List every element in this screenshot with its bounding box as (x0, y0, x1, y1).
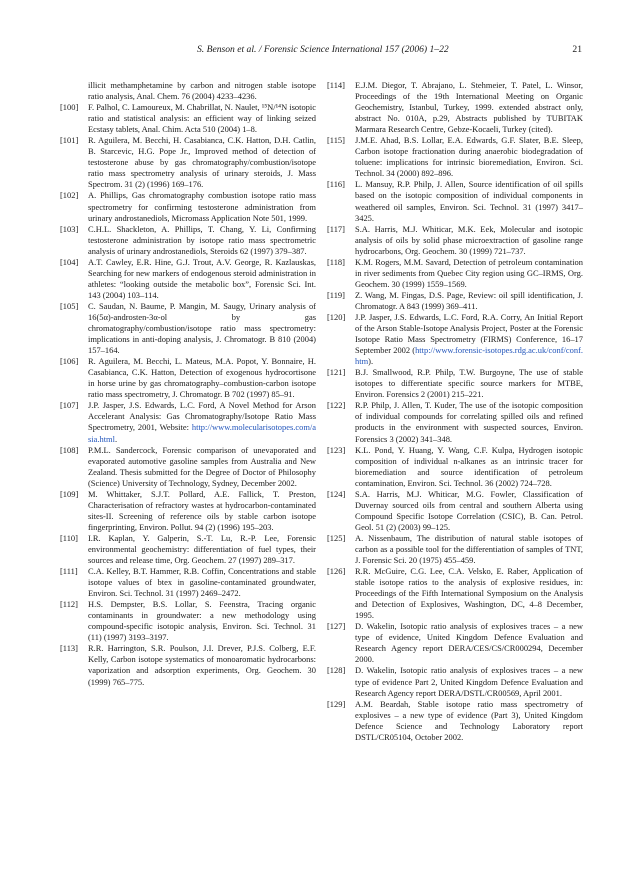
reference-number: [114] (327, 80, 345, 90)
page-number: 21 (572, 44, 582, 55)
reference-item (60, 643, 316, 687)
reference-item (60, 356, 316, 400)
reference-item (327, 665, 583, 698)
reference-item (327, 290, 583, 312)
reference-text: Z. Wang, M. Fingas, D.S. Page, Review: oil spill identification, J. Chromatogr. A 843 (1999) 369–411. (355, 289, 583, 311)
reference-number: [120] (327, 311, 346, 322)
reference-link-suffix: . (114, 433, 118, 444)
reference-text: K.L. Pond, Y. Huang, Y. Wang, C.F. Kulpa, Hydrogen isotopic composition of individual n-alkanes as an intrinsic tracer for bioremediation and source identification of petroleum contamination, Environ. Sci. Technol. 36 (2002) 724–728. (355, 444, 583, 488)
reference-link-suffix: ). (368, 356, 374, 367)
reference-text: K.M. Rogers, M.M. Savard, Detection of petroleum contamination in river sediments from Quebec City region using GC–IRMS, Org. Geochem. 30 (1999) 1559–1569. (355, 256, 583, 289)
reference-text: A. Phillips, Gas chromatography combustion isotope ratio mass spectrometry for confirming testosterone administration from urinary androstanediols, Micromass Application Note 501, 1999. (88, 190, 316, 223)
reference-item (327, 400, 583, 444)
reference-text: C. Saudan, N. Baume, P. Mangin, M. Saugy, Urinary analysis of 16(5α)-androsten-3α-ol by gas chromatography/combustion/isotope ratio mass spectrometry: implications in anti-doping analysis, J. Chromatogr. B 810 (2004) 157–164. (88, 300, 316, 356)
reference-number: [118] (327, 256, 345, 267)
reference-text: R. Aguilera, M. Becchi, H. Casabianca, C.K. Hatton, D.H. Catlin, B. Starcevic, H.G. Pope Jr., Improved method of detection of testosterone abuse by gas chromatography/combustion/isotope ratio mass spectrometry analysis of urinary steroids, J. Mass Spectrom. 31 (2) (1996) 169–176. (88, 135, 316, 190)
reference-continuation: illicit methamphetamine by carbon and nitrogen stable isotope ratio analysis, Anal. Chem. 76 (2004) 4233–4236. (88, 80, 316, 102)
reference-number: [104] (60, 256, 79, 267)
reference-number: [127] (327, 621, 346, 632)
reference-item (60, 566, 316, 599)
reference-text: E.J.M. Diegor, T. Abrajano, L. Stehmeier, T. Patel, L. Winsor, Proceedings of the 19th International Meeting on Organic Geochemistry, Istanbul, Turkey, 1999. extended abstract only, abstract No. 010A, p.29, Abstracts published by TUBITAK Marmara Research Centre, Gebze-Kocaeli, Turkey (cited). (355, 80, 583, 135)
reference-item (327, 489, 583, 533)
reference-number: [112] (60, 599, 78, 610)
reference-text: A.M. Beardah, Stable isotope ratio mass spectrometry of explosives – a new type of evidence (Part 3), United Kingdom Defence Science and Technology Laboratory report DSTL/CR05104, October 2002. (355, 698, 583, 742)
reference-number: [101] (60, 135, 79, 146)
reference-number: [106] (60, 356, 79, 367)
reference-item (60, 257, 316, 301)
reference-text: D. Wakelin, Isotopic ratio analysis of explosives traces – a new type of evidence, United Kingdom Defence Evaluation and Research Agency report DERA/CES/CS/CR000294, December 2000. (355, 621, 583, 665)
reference-text: L. Mansuy, R.P. Philp, J. Allen, Source identification of oil spills based on the isotopic composition of individual components in weathered oil samples, Environ. Sci. Technol. 31 (1997) 3417–3425. (355, 179, 583, 223)
reference-item (60, 445, 316, 489)
reference-number: [124] (327, 488, 346, 499)
reference-text: C.H.L. Shackleton, A. Phillips, T. Chang, Y. Li, Confirming testosterone administration by isotope ratio mass spectrometric analysis of urinary androstanediols, Steroids 62 (1997) 379–387. (88, 223, 316, 256)
reference-number: [110] (60, 532, 78, 543)
reference-number: [115] (327, 135, 345, 146)
reference-text: R.R. Harrington, S.R. Poulson, J.I. Drever, P.J.S. Colberg, E.F. Kelly, Carbon isotope systematics of monoaromatic hydrocarbons: vaporization and adsorption experiments, Org. Geochem. 30 (1999) 765–775. (88, 643, 316, 687)
reference-number: [122] (327, 400, 346, 411)
reference-text: C.A. Kelley, B.T. Hammer, R.B. Coffin, Concentrations and stable isotope values of btex in gasoline-contaminated groundwater, Environ. Sci. Technol. 31 (1997) 2469–2472. (88, 566, 316, 599)
reference-number: [105] (60, 300, 79, 311)
running-title: S. Benson et al. / Forensic Science International 157 (2006) 1–22 (197, 44, 449, 55)
reference-text: S.A. Harris, M.J. Whiticar, M.G. Fowler, Classification of Duvernay sourced oils from central and southern Alberta using Compound Specific Isotope Correlation (CSIC), B. Can. Petrol. Geol. 51 (2) (2003) 99–125. (355, 488, 583, 532)
reference-text: S.A. Harris, M.J. Whiticar, M.K. Eek, Molecular and isotopic analysis of oils by solid phase microextraction of gasoline range hydrocarbons, Org. Geochem. 30 (1999) 721–737. (355, 223, 583, 256)
reference-number: [123] (327, 444, 346, 455)
running-header (62, 44, 582, 58)
reference-number: [103] (60, 223, 79, 234)
reference-item (327, 135, 583, 179)
reference-text: J.P. Jasper, J.S. Edwards, L.C. Ford, A Novel Method for Arson Accelerant Analysis: Gas Chromatography/Isotope Ratio Mass Spectrometry, 2001, Website: (88, 400, 316, 433)
reference-text: F. Palhol, C. Lamoureux, M. Chabrillat, N. Naulet, ¹⁵N/¹⁴N isotopic ratio and statistical analysis: an efficient way of linking seized Ecstasy tablets, Anal. Chim. Acta 510 (2004) 1–8. (88, 102, 316, 135)
reference-number: [102] (60, 190, 79, 201)
reference-item (60, 400, 316, 444)
reference-text: D. Wakelin, Isotopic ratio analysis of explosives traces – a new type of evidence Part 2, United Kingdom Defence Evaluation and Research Agency report DERA/DSTL/CR00569, April 2001. (355, 665, 583, 698)
reference-text: R.R. McGuire, C.G. Lee, C.A. Velsko, E. Raber, Application of stable isotope ratios to the analysis of explosive residues, in: Proceedings of the Fifth International Symposium on the Analysis and Detection of Explosives, Washington, DC, 4–8 December, 1995. (355, 566, 583, 621)
reference-link[interactable]: http://www.molecularisotopes.com/asia.html (88, 422, 316, 444)
reference-text: H.S. Dempster, B.S. Lollar, S. Feenstra, Tracing organic contaminants in groundwater: a new methodology using compound-specific isotopic analysis, Environ. Sci. Technol. 31 (11) (1997) 3193–3197. (88, 599, 316, 643)
reference-number: [117] (327, 223, 345, 234)
reference-item (60, 489, 316, 533)
reference-item (327, 445, 583, 489)
reference-text: R.P. Philp, J. Allen, T. Kuder, The use of the isotopic composition of individual compounds for correlating spilled oils and refined products in the environment with suspected sources, Environ. Forensics 3 (2002) 341–348. (355, 400, 583, 444)
reference-item (60, 135, 316, 190)
reference-text: P.M.L. Sandercock, Forensic comparison of unevaporated and evaporated automotive gasoline samples from Australia and New Zealand. Thesis submitted for the Degree of Doctor of Philosophy (Science) University of Technology, Sydney, December 2002. (88, 444, 316, 488)
reference-item (327, 533, 583, 566)
reference-number: [107] (60, 400, 79, 411)
reference-link[interactable]: http://www.forensic-isotopes.rdg.ac.uk/conf/conf.htm (355, 345, 583, 367)
reference-item (327, 566, 583, 621)
reference-text: R. Aguilera, M. Becchi, L. Mateus, M.A. Popot, Y. Bonnaire, H. Casabianca, C.K. Hatton, Detection of exogenous hydrocortisone in horse urine by gas chromatography–combustion-carbon isotope ratio mass spectrometry, J. Chromatogr. B 702 (1997) 85–91. (88, 356, 316, 400)
reference-item (327, 80, 583, 135)
reference-number: [100] (60, 102, 79, 113)
reference-number: [128] (327, 665, 346, 676)
reference-text: J.M.E. Ahad, B.S. Lollar, E.A. Edwards, G.F. Slater, B.E. Sleep, Carbon isotope fractionation during anaerobic biodegradation of toluene: implications for intrinsic bioremediation, Environ. Sci. Technol. 34 (2000) 892–896. (355, 135, 583, 179)
reference-item (327, 179, 583, 223)
reference-item (327, 367, 583, 400)
reference-item (327, 621, 583, 665)
reference-number: [129] (327, 698, 346, 709)
reference-item (60, 190, 316, 223)
reference-number: [125] (327, 532, 346, 543)
reference-item (327, 224, 583, 257)
reference-item (327, 312, 583, 367)
reference-number: [111] (60, 566, 78, 577)
reference-number: [121] (327, 367, 346, 378)
reference-number: [108] (60, 444, 79, 455)
reference-item (327, 257, 583, 290)
reference-number: [126] (327, 566, 346, 577)
reference-number: [119] (327, 289, 345, 300)
reference-number: [116] (327, 179, 345, 190)
reference-text: I.R. Kaplan, Y. Galperin, S.-T. Lu, R.-P. Lee, Forensic environmental geochemistry: differentiation of fuel types, their sources and release time, Org. Geochem. 27 (1997) 289–317. (88, 532, 316, 566)
reference-text: B.J. Smallwood, R.P. Philp, T.W. Burgoyne, The use of stable isotopes to differentiate specific source markers for MTBE, Environ. Forensics 2 (2001) 215–221. (355, 367, 583, 400)
reference-number: [109] (60, 488, 79, 499)
reference-item (60, 533, 316, 566)
reference-text: A.T. Cawley, E.R. Hine, G.J. Trout, A.V. George, R. Kazlauskas, Searching for new markers of endogenous steroid administration in athletes: “looking outside the metabolic box”, Forensic Sci. Int. 143 (2004) 103–114. (88, 256, 316, 300)
reference-text: A. Nissenbaum, The distribution of natural stable isotopes of carbon as a possible tool for the differentiation of samples of TNT, J. Forensic Sci. 20 (1975) 455–459. (355, 532, 583, 566)
right-column (327, 80, 583, 743)
reference-text: M. Whittaker, S.J.T. Pollard, A.E. Fallick, T. Preston, Characterisation of refractory wastes at hydrocarbon-contaminated sites-II. Screening of reference oils by stable carbon isotope fingerprinting, Environ. Pollut. 94 (2) (1996) 195–203. (88, 488, 316, 532)
reference-item (327, 699, 583, 743)
left-column (60, 80, 316, 688)
reference-item (60, 102, 316, 135)
reference-item (60, 599, 316, 643)
reference-item (60, 301, 316, 356)
reference-number: [113] (60, 643, 78, 654)
reference-text: J.P. Jasper, J.S. Edwards, L.C. Ford, R.A. Corry, An Initial Report of the Arson Stable-Isotope Analysis Project, Poster at the Forensic Isotope Ratio Mass Spectrometry (FIRMS) Conference, 16–17 September 2002 ( (355, 311, 583, 356)
reference-item (60, 224, 316, 257)
